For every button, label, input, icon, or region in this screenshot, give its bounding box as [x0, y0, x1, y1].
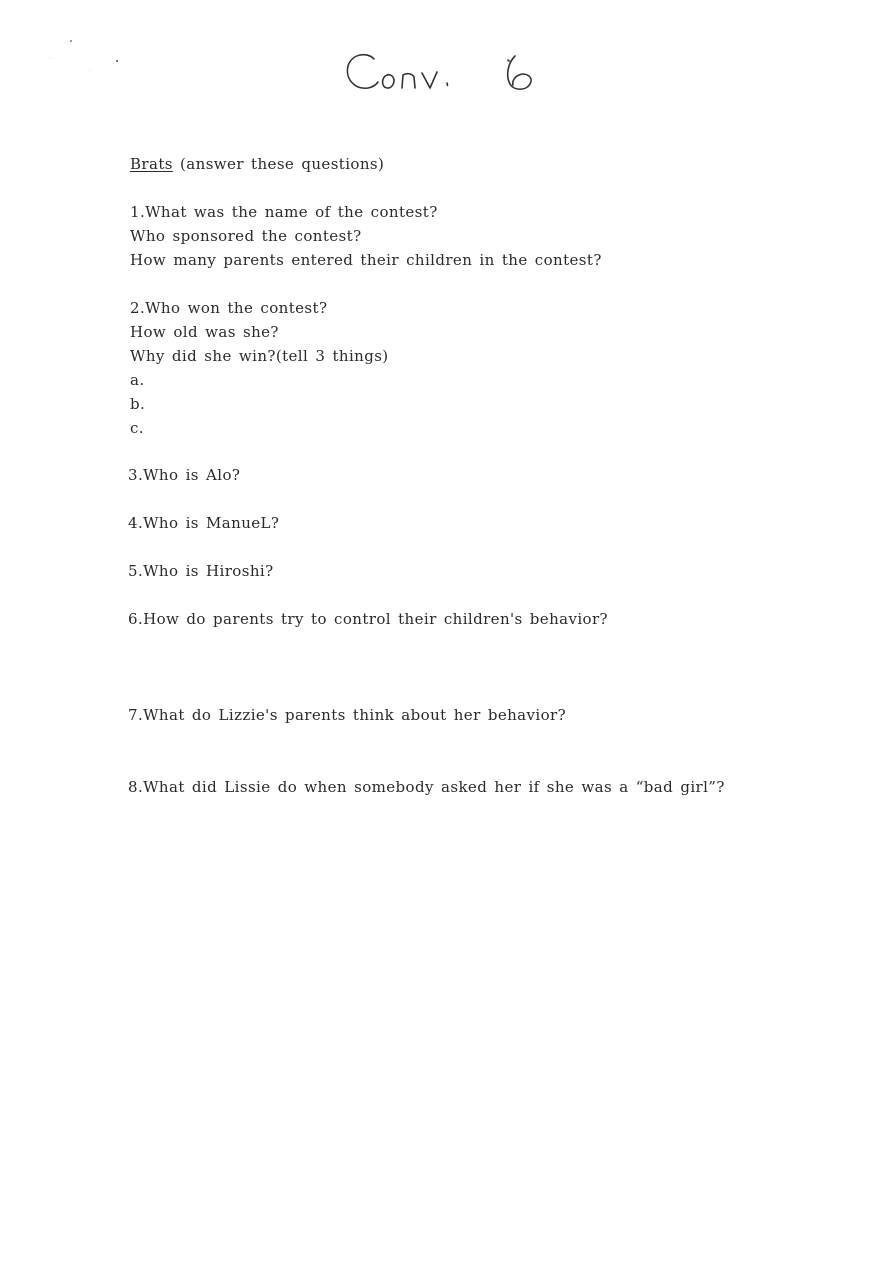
question-5: 5.Who is Hiroshi?	[128, 562, 274, 580]
question-2-why: Why did she win?(tell 3 things)	[130, 347, 389, 365]
heading-title: Brats	[130, 155, 173, 173]
question-1: 1.What was the name of the contest?	[130, 203, 438, 221]
question-1-parents: How many parents entered their children in the contest?	[130, 251, 602, 269]
question-1-sponsor: Who sponsored the contest?	[130, 227, 362, 245]
heading-instruction: (answer these questions)	[180, 155, 385, 173]
question-7: 7.What do Lizzie's parents think about her behavior?	[128, 706, 567, 724]
question-6: 6.How do parents try to control their children's behavior?	[128, 610, 608, 628]
question-2: 2.Who won the contest?	[130, 299, 328, 317]
question-4: 4.Who is ManueL?	[128, 514, 280, 532]
worksheet-heading	[130, 155, 384, 173]
question-2-age: How old was she?	[130, 323, 279, 341]
scan-specks	[30, 30, 140, 80]
answer-item-b: b.	[130, 395, 146, 413]
answer-item-c: c.	[130, 419, 144, 437]
question-3: 3.Who is Alo?	[128, 466, 241, 484]
answer-item-a: a.	[130, 371, 145, 389]
question-8: 8.What did Lissie do when somebody asked her if she was a “bad girl”?	[128, 778, 725, 796]
handwritten-title	[340, 44, 560, 104]
